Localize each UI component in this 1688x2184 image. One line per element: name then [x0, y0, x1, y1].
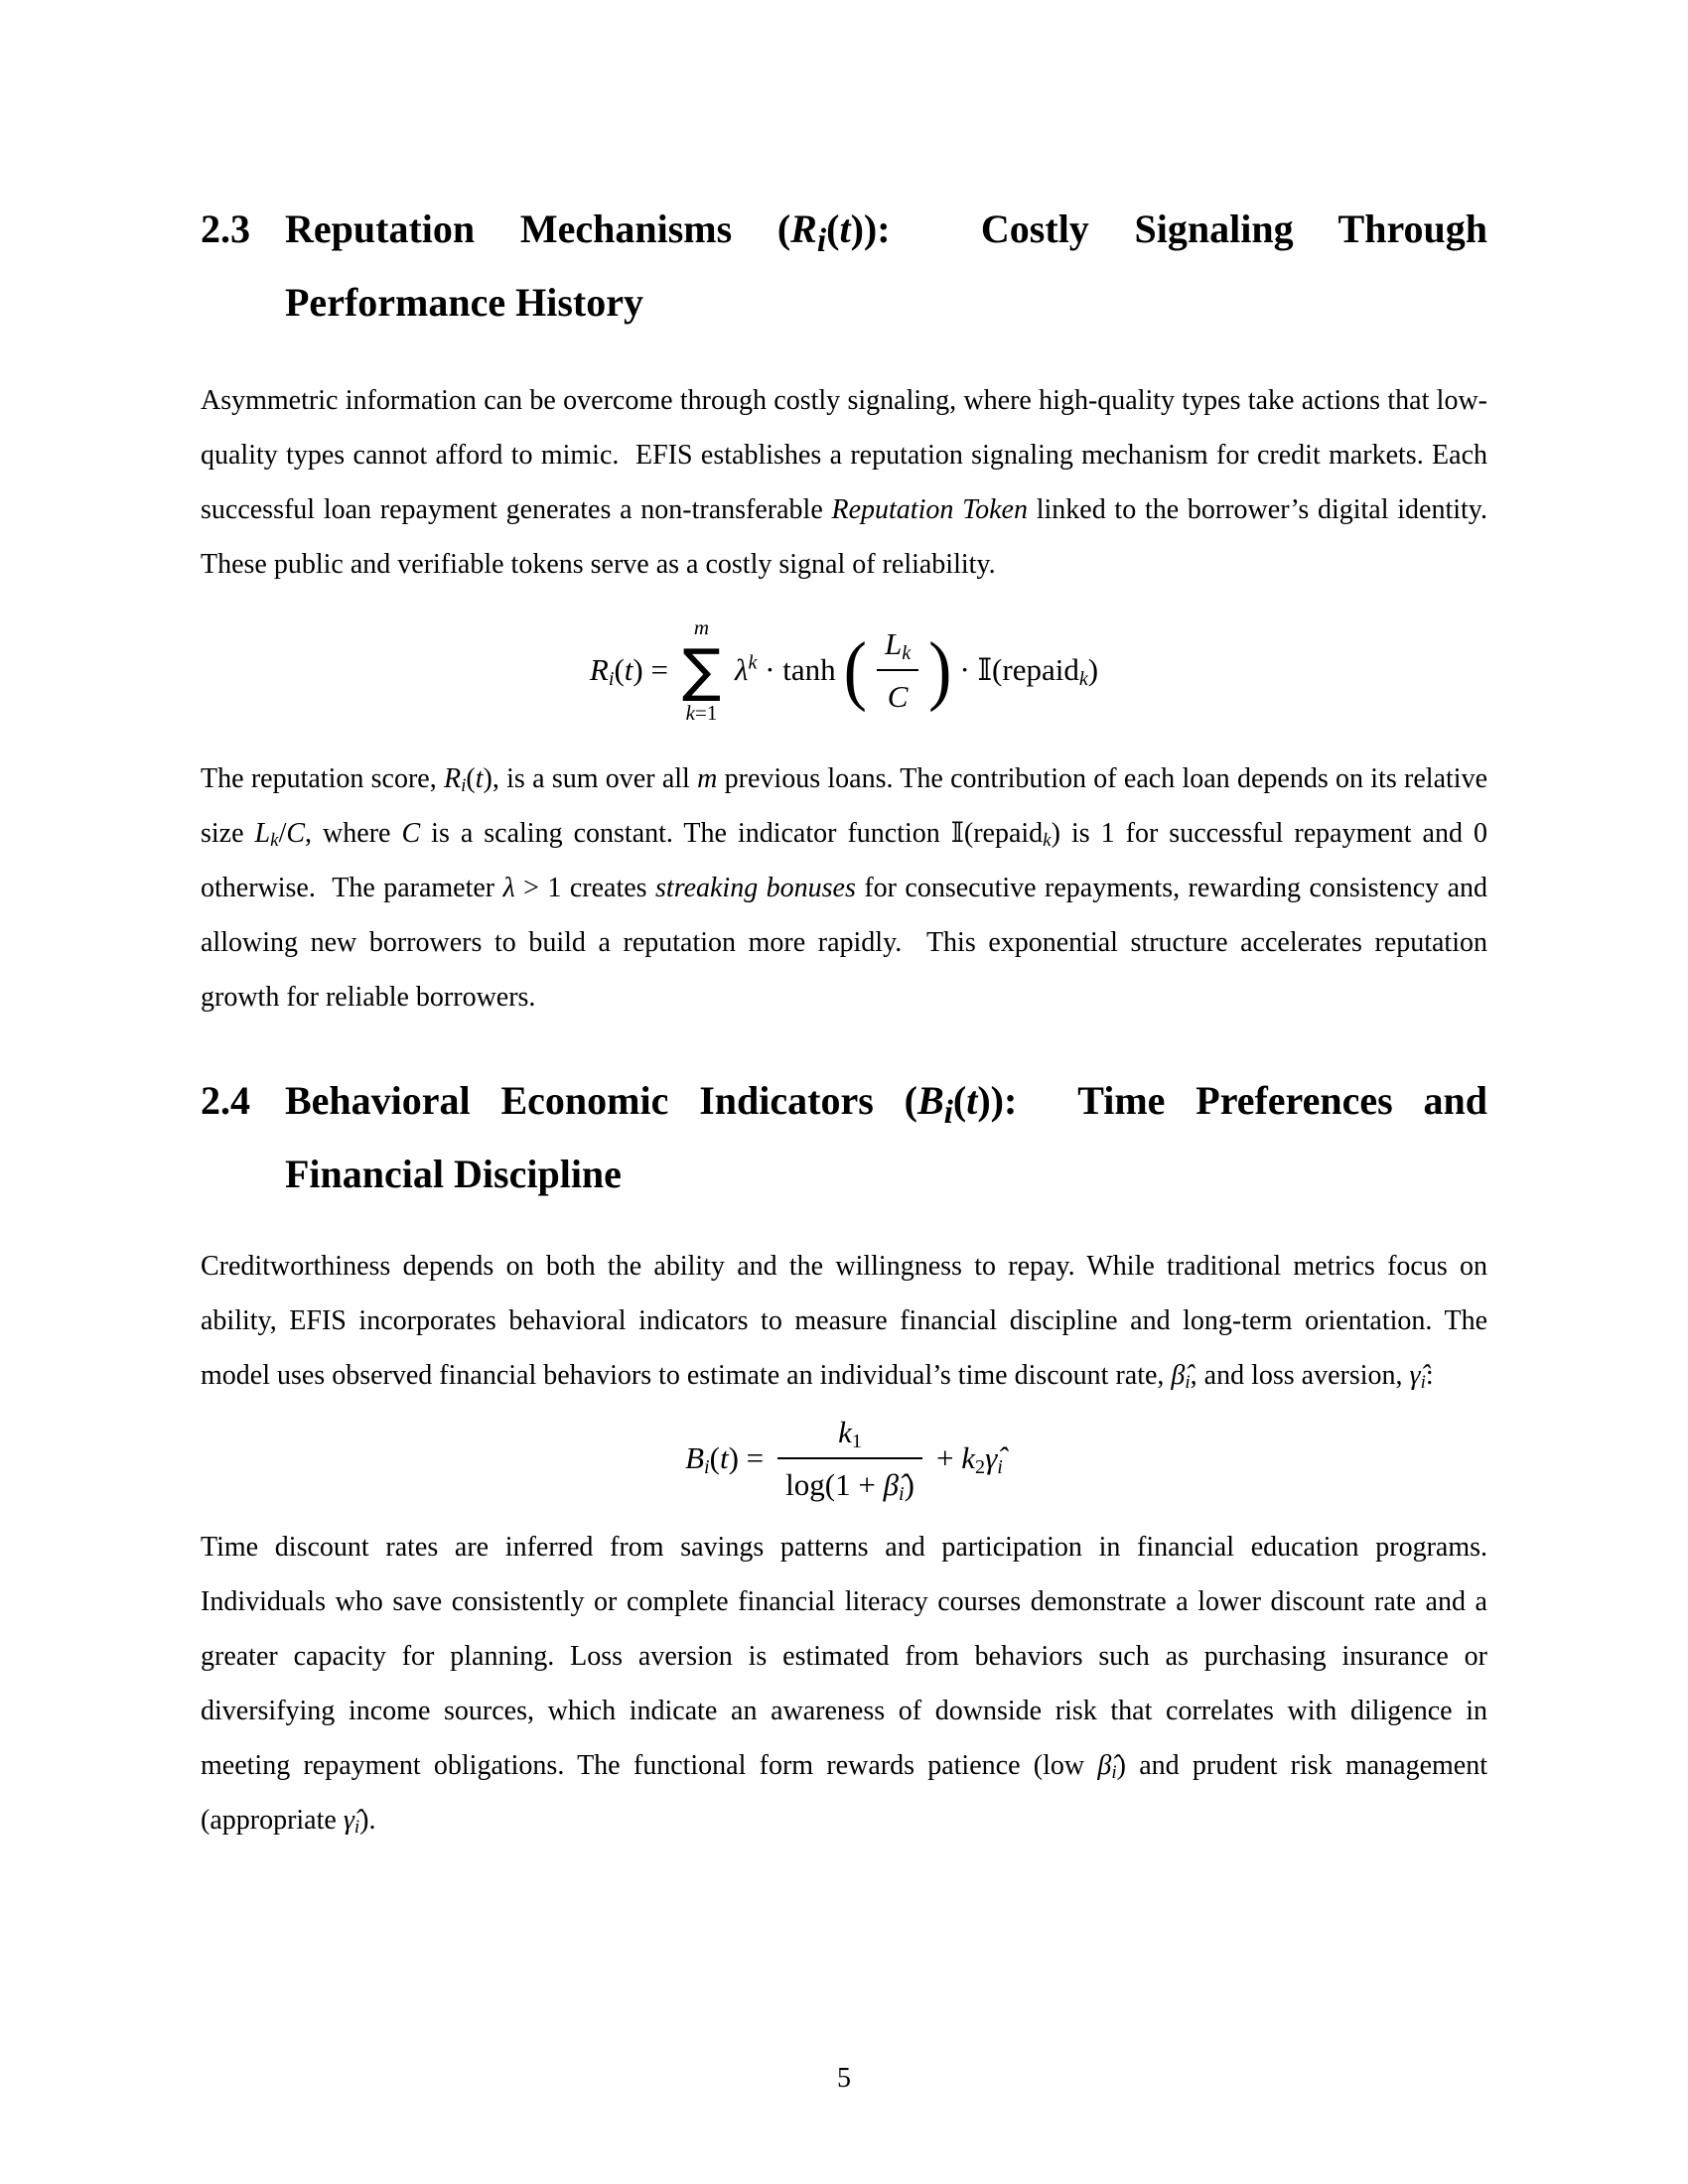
- section-2-4: [201, 1070, 1487, 1847]
- equation-lhs: $B_i(t)$ =: [685, 1440, 765, 1479]
- section-2-3-heading: [201, 199, 1487, 334]
- section-title: Behavioral Economic Indicators $(B_i(t))$: Time Preferences and Financial Discipline: [285, 1078, 1487, 1196]
- paragraph: Time discount rates are inferred from savings patterns and participation in financial education programs. Individuals who save consistently or complete financial literacy courses demonstrate a lower discount rate and a greater capacity for planning. Loss aversion is estimated from behaviors such as purchasing insurance or diversifying income sources, which indicate an awareness of downside risk that correlates with diligence in meeting repayment obligations. The functional form rewards patience (low $\betâ_i$) and prudent risk management (appropriate $\gammâ_i$).: [201, 1531, 1487, 1838]
- summation-symbol: ∑: [681, 636, 722, 704]
- equation-rhs: + $k_2\gammâ_i$: [935, 1440, 1003, 1479]
- summation-lower-limit: k=1: [685, 701, 718, 725]
- fraction-denominator: C: [877, 669, 918, 717]
- paragraph: Creditworthiness depends on both the ability and the willingness to repay. While traditional metrics focus on ability, EFIS incorporates behavioral indicators to measure financial discipline and long-term orientation. The model uses observed financial behaviors to estimate an individual’s time discount rate, $\betâ_i$, and loss aversion, $\gammâ_i$:: [201, 1251, 1487, 1394]
- fraction-denominator: $\log(1 + \betâ_i)$: [777, 1457, 922, 1505]
- section-number: 2.3: [201, 206, 250, 251]
- section-2-4-heading: [201, 1070, 1487, 1205]
- equation-behavioral-indicator: [201, 1413, 1487, 1506]
- summation: [682, 617, 721, 724]
- equation-lhs: $R_i(t)$ =: [589, 652, 668, 691]
- text-column: [201, 0, 1487, 1847]
- summation-upper-limit: m: [693, 615, 710, 639]
- equation-rhs: · 𝕀(repaid$_k$): [959, 652, 1099, 691]
- section-2-3: [201, 199, 1487, 1024]
- close-paren: ): [928, 627, 952, 714]
- paragraph: The reputation score, $R_i(t)$, is a sum over all m previous loans. The contribution of each loan depends on its relative size $L_k/C$, where C is a scaling constant. The indicator function 𝕀(repaid$_k$) is 1 for successful repayment and 0 otherwise. The parameter λ > 1 creates streaking bonuses for consecutive repayments, rewarding consistency and allowing new borrowers to build a reputation more rapidly. This exponential structure accelerates reputation growth for reliable borrowers.: [201, 763, 1487, 1013]
- section-number: 2.4: [201, 1078, 250, 1123]
- fraction-numerator: $k_1$: [838, 1415, 862, 1453]
- fraction: [777, 1413, 922, 1506]
- page-number: 5: [837, 2063, 851, 2094]
- open-paren: (: [843, 627, 867, 714]
- fraction: [877, 624, 918, 718]
- equation-reputation-score: [201, 617, 1487, 724]
- fraction-numerator: $L_k$: [884, 625, 912, 664]
- equation-middle-term: $\lambda^k \cdot \tanh$: [735, 651, 836, 688]
- section-title: Reputation Mechanisms $(R_i(t))$: Costly Signaling Through Performance History: [285, 206, 1488, 325]
- paragraph: Asymmetric information can be overcome through costly signaling, where high-quality types take actions that low-quality types cannot afford to mimic. EFIS establishes a reputation signaling mechanism for credit markets. Each successful loan repayment generates a non-transferable Reputation Token linked to the borrower’s digital identity. These public and verifiable tokens serve as a costly signal of reliability.: [201, 385, 1487, 580]
